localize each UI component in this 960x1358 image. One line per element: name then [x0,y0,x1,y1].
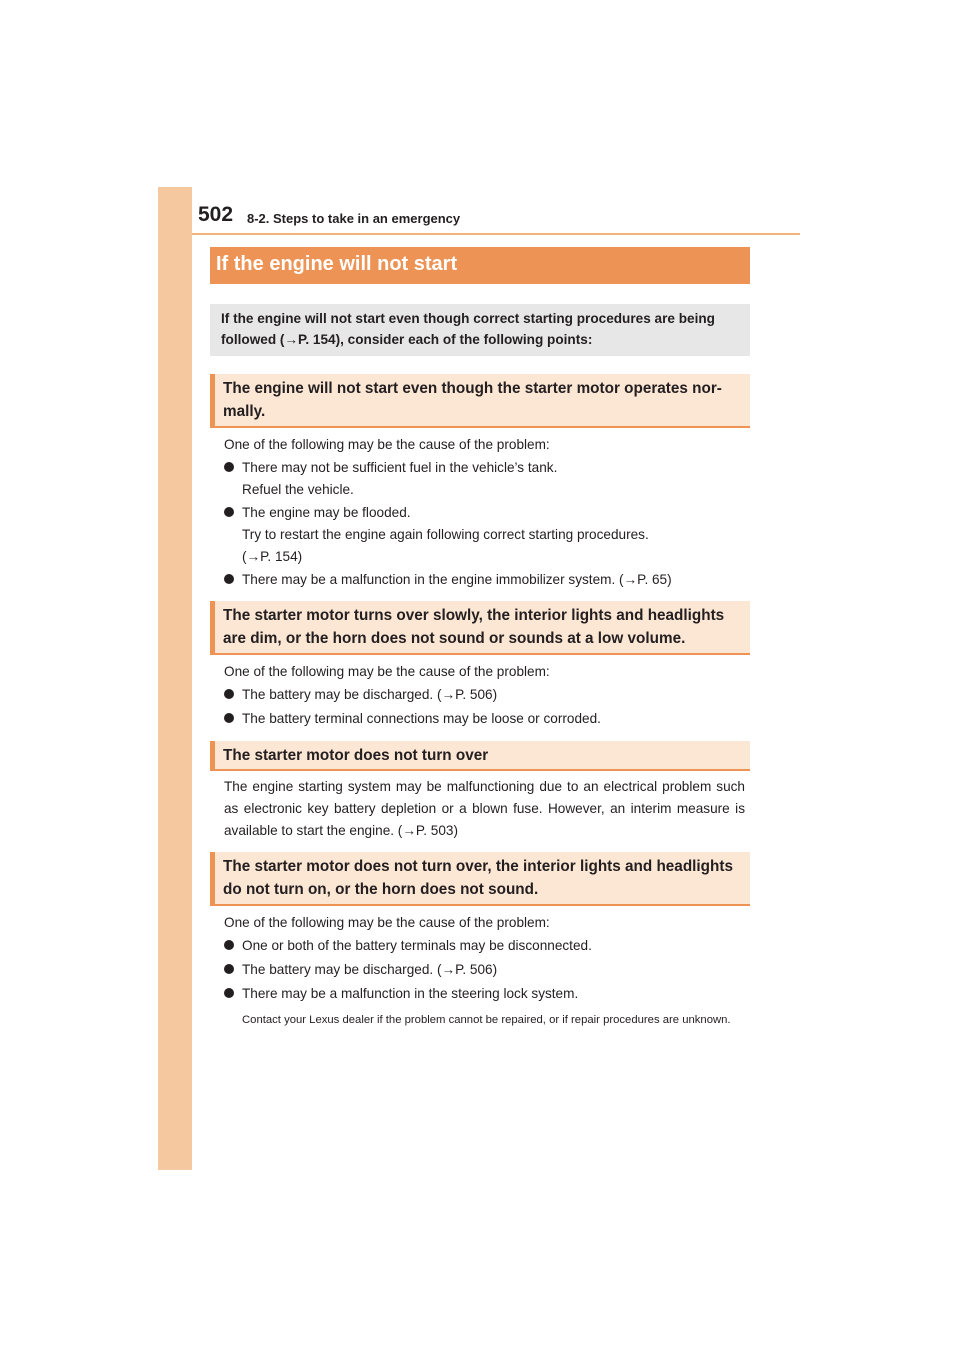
page-reference-link[interactable]: (→P. 154) [242,549,303,564]
list-item: There may be a malfunction in the steering lock system. [224,983,578,1005]
subheading-line-1: The starter motor does not turn over [223,747,489,764]
list-item: The battery terminal connections may be loose or corroded. [224,708,601,730]
subheading-line-2: do not turn on, or the horn does not sound. [223,881,539,898]
list-item: One or both of the battery terminals may be disconnected. [224,935,592,957]
starter-paragraph: The engine starting system may be malfunctioning due to an electrical problem such as electronic key battery depletion or a blown fuse. However, an interim measure is available to start the engine. (→P. 503) [224,779,745,838]
cause-lead: One of the following may be the cause of the problem: [224,915,550,930]
bullet-icon [224,713,234,723]
bullet-icon [224,940,234,950]
bullet-icon [224,462,234,472]
cause-lead: One of the following may be the cause of the problem: [224,437,550,452]
side-tab-bar [158,187,192,1170]
bullet-icon [224,988,234,998]
list-item-detail: Refuel the vehicle. [242,482,354,497]
subheading-starter-operates [210,374,750,428]
list-item: The battery may be discharged. (→P. 506) [224,684,497,706]
list-item: There may be a malfunction in the engine immobilizer system. (→P. 65) [224,569,672,591]
bullet-icon [224,964,234,974]
bullet-icon [224,507,234,517]
page-number: 502 [198,203,234,226]
page-title: If the engine will not start [216,253,458,275]
bullet-icon [224,574,234,584]
page-title-bar [210,247,750,284]
cause-lead: One of the following may be the cause of the problem: [224,664,550,679]
subheading-line-1: The engine will not start even though the starter motor operates nor- [223,380,722,397]
subheading-line-1: The starter motor does not turn over, the interior lights and headlights [223,858,733,875]
intro-box [210,304,750,356]
list-item: The battery may be discharged. (→P. 506) [224,959,497,981]
list-item: The engine may be flooded. [224,502,411,524]
section-title: 8-2. Steps to take in an emergency [247,211,461,226]
list-item-detail: Try to restart the engine again following correct starting procedures. [242,527,649,542]
subheading-starter-slow [210,601,750,655]
subheading-line-2: are dim, or the horn does not sound or sounds at a low volume. [223,630,686,647]
subheading-no-lights [210,852,750,906]
subheading-line-2: mally. [223,403,266,420]
list-item: There may not be sufficient fuel in the vehicle’s tank. [224,457,557,479]
subheading-starter-not-turn [210,741,750,771]
subheading-line-1: The starter motor turns over slowly, the interior lights and headlights [223,607,725,624]
header-divider [192,233,800,235]
intro-text: If the engine will not start even though correct starting procedures are being followed (→P. 154), consider each of the following points: [221,311,715,347]
dealer-note: Contact your Lexus dealer if the problem cannot be repaired, or if repair procedures are unknown. [242,1014,731,1026]
bullet-icon [224,689,234,699]
